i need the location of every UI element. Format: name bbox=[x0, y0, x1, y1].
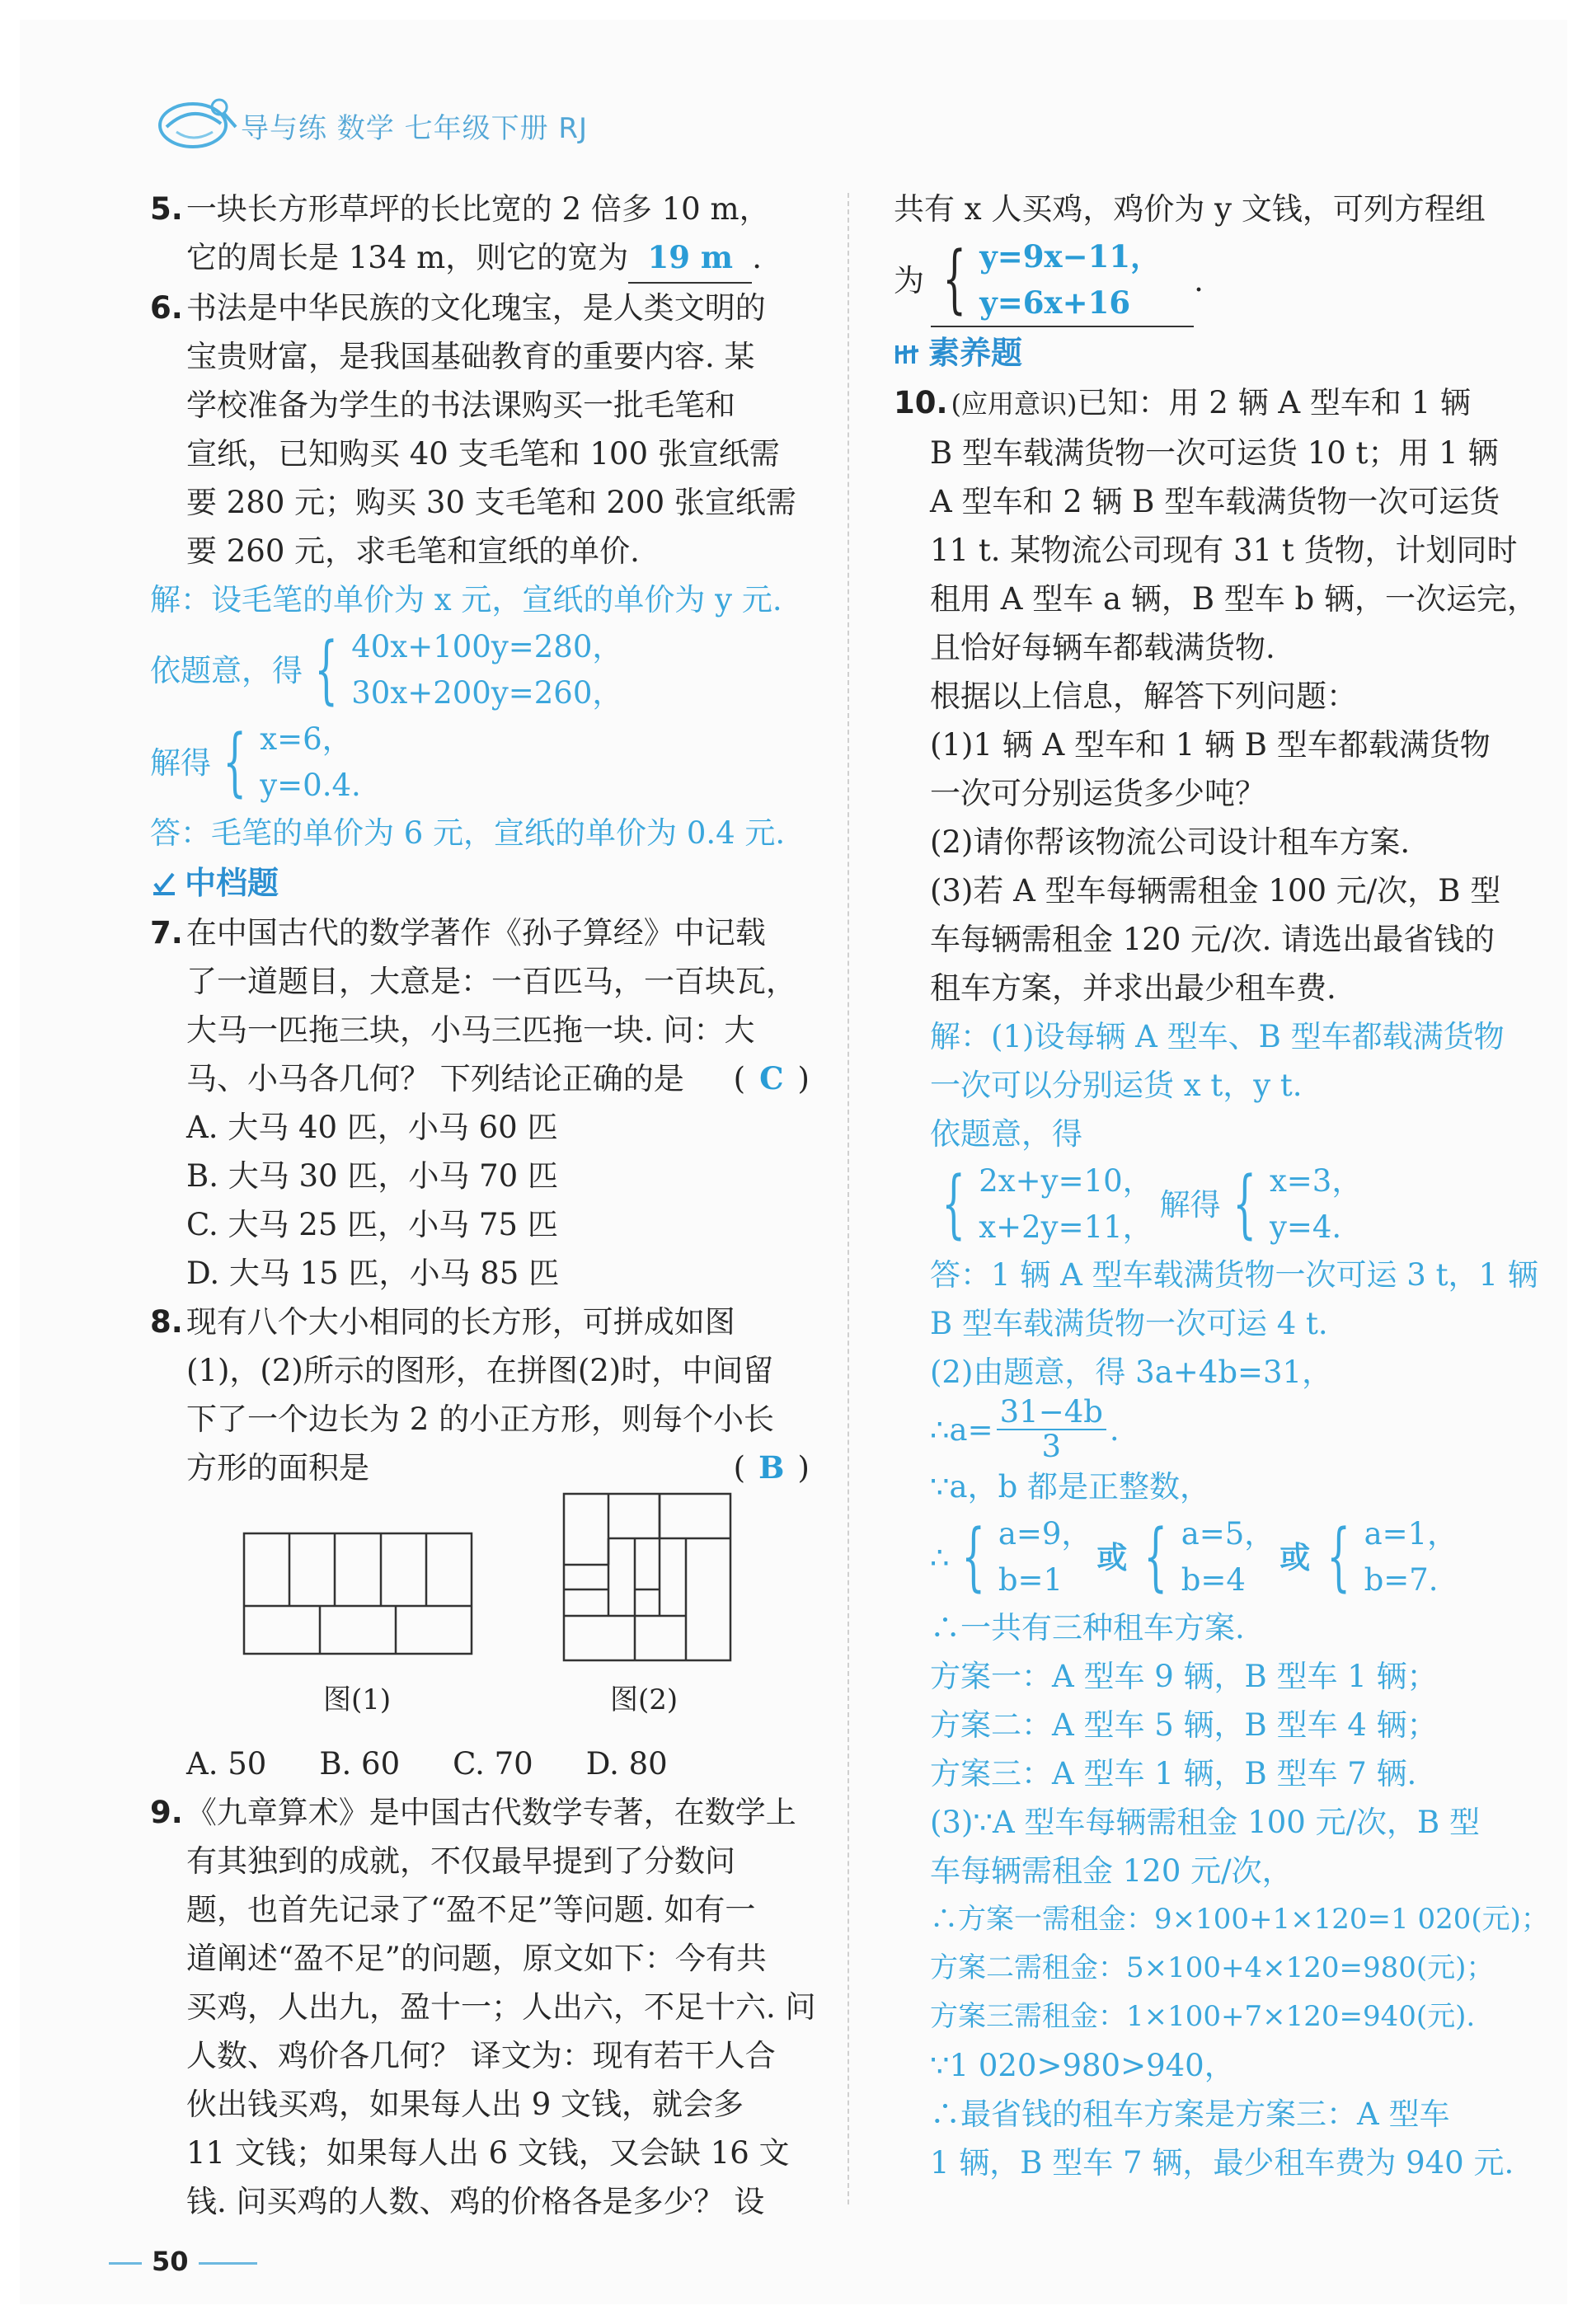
question-text: 在中国古代的数学著作《孙子算经》中记载 bbox=[185, 915, 766, 951]
question-number: 10. bbox=[894, 385, 948, 420]
solution-line: ∴最省钱的租车方案是方案三：A 型车 bbox=[930, 2096, 1450, 2132]
question-5 bbox=[150, 185, 810, 284]
question-text: 《九章算术》是中国古代数学专著，在数学上 bbox=[185, 1795, 796, 1830]
answer-choice: B bbox=[758, 1449, 785, 1486]
equation: b=7. bbox=[1364, 1562, 1439, 1598]
fraction-denominator: 3 bbox=[1041, 1429, 1062, 1464]
question-text: 道阐述“盈不足”的问题，原文如下：今有共 bbox=[186, 1941, 767, 1976]
question-text: 下了一个边长为 2 的小正方形，则每个小长 bbox=[186, 1401, 775, 1437]
question-text: 车每辆需租金 120 元/次. 请选出最省钱的 bbox=[930, 922, 1495, 957]
right-column bbox=[894, 185, 1549, 2187]
or-text: 或 bbox=[1279, 1538, 1311, 1575]
question-7 bbox=[150, 908, 810, 1298]
equation: x+2y=11， bbox=[979, 1209, 1153, 1245]
solution-line: ∴方案一需租金：9×100+1×120=1 020(元)； bbox=[930, 1903, 1549, 1936]
solution-fraction-line bbox=[930, 1394, 1520, 1464]
solution-line: ∵1 020>980>940， bbox=[930, 2048, 1235, 2083]
question-text: 钱. 问买鸡的人数、鸡的价格各是多少？ 设 bbox=[186, 2184, 765, 2219]
solution-line: 方案二：A 型车 5 辆，B 型车 4 辆； bbox=[930, 1707, 1438, 1743]
question-text: 要 280 元；购买 30 支毛笔和 200 张宣纸需 bbox=[186, 485, 796, 520]
brace: { bbox=[1143, 1514, 1168, 1600]
equation: 2x+y=10， bbox=[979, 1163, 1153, 1199]
equation: a=1， bbox=[1364, 1516, 1458, 1552]
answer-system bbox=[894, 233, 1520, 327]
solution-line: (2)由题意，得 3a+4b=31， bbox=[930, 1354, 1333, 1390]
question-text: 租用 A 型车 a 辆，B 型车 b 辆，一次运完， bbox=[930, 581, 1538, 617]
figure-1-diagram bbox=[242, 1532, 473, 1655]
question-text: (2)请你帮该物流公司设计租车方案. bbox=[930, 824, 1411, 860]
page bbox=[20, 20, 1567, 2304]
solution-line: ∵a，b 都是正整数， bbox=[930, 1469, 1211, 1505]
solution-system bbox=[930, 1158, 1520, 1251]
solution-line: 答：毛笔的单价为 6 元，宣纸的单价为 0.4 元. bbox=[150, 815, 786, 851]
question-text: 买鸡，人出九，盈十一；人出六，不足十六. 问 bbox=[186, 1989, 816, 2025]
brace: { bbox=[223, 719, 247, 805]
options-row bbox=[150, 1739, 810, 1788]
question-text: 马、小马各几何？ 下列结论正确的是 bbox=[186, 1061, 684, 1096]
question-text: 11 t. 某物流公司现有 31 t 货物，计划同时 bbox=[930, 533, 1518, 568]
solution-line: 1 辆，B 型车 7 辆，最少租车费为 940 元. bbox=[930, 2145, 1514, 2181]
question-text: 共有 x 人买鸡，鸡价为 y 文钱，可列方程组 bbox=[894, 191, 1486, 227]
figure-2-caption: 图(2) bbox=[610, 1683, 678, 1716]
question-text: 要 260 元，求毛笔和宣纸的单价. bbox=[186, 533, 640, 569]
question-text: 题，也首先记录了“盈不足”等问题. 如有一 bbox=[186, 1892, 756, 1927]
question-text: 一次可分别运货多少吨？ bbox=[930, 776, 1265, 811]
brace: { bbox=[941, 1161, 965, 1247]
solution-line: 解：设毛笔的单价为 x 元，宣纸的单价为 y 元. bbox=[150, 582, 782, 617]
equation: 30x+200y=260， bbox=[351, 675, 623, 711]
solution-cases bbox=[930, 1511, 1520, 1603]
option-a: A. 大马 40 匹，小马 60 匹 bbox=[186, 1110, 558, 1145]
equation: y=9x−11， bbox=[979, 238, 1162, 275]
option-c: C. 大马 25 匹，小马 75 匹 bbox=[186, 1207, 558, 1242]
question-text: 11 文钱；如果每人出 6 文钱，又会缺 16 文 bbox=[186, 2135, 790, 2171]
equation: y=0.4. bbox=[260, 768, 361, 803]
question-text: (3)若 A 型车每辆需租金 100 元/次，B 型 bbox=[930, 873, 1501, 908]
question-text: 伙出钱买鸡，如果每人出 9 文钱，就会多 bbox=[186, 2087, 744, 2122]
question-text: 宣纸，已知购买 40 支毛笔和 100 张宣纸需 bbox=[186, 436, 780, 472]
solution-line: 方案一：A 型车 9 辆，B 型车 1 辆； bbox=[930, 1659, 1438, 1694]
equation: a=9， bbox=[998, 1516, 1092, 1552]
question-text: 且恰好每辆车都载满货物. bbox=[930, 630, 1275, 665]
equation: a=5， bbox=[1181, 1516, 1275, 1552]
brace: { bbox=[942, 236, 966, 322]
left-column bbox=[150, 185, 816, 2226]
equation: y=4. bbox=[1269, 1209, 1342, 1245]
question-text: 一块长方形草坪的长比宽的 2 倍多 10 m， bbox=[185, 191, 770, 227]
option-d: D. 80 bbox=[585, 1746, 668, 1782]
solution-line: ∴一共有三种租车方案. bbox=[930, 1610, 1245, 1646]
question-text: 大马一匹拖三块，小马三匹拖一块. 问：大 bbox=[186, 1012, 755, 1048]
solution-label: 解得 bbox=[1159, 1186, 1221, 1223]
solution-line: 方案三：A 型车 1 辆，B 型车 7 辆. bbox=[930, 1756, 1417, 1791]
equation: x=6， bbox=[260, 721, 353, 757]
question-8 bbox=[150, 1298, 810, 1788]
option-b: B. 60 bbox=[319, 1746, 401, 1782]
answer-paren: ( C ) bbox=[734, 1054, 810, 1103]
solution-result bbox=[150, 716, 810, 809]
solution-text: ∴a= bbox=[930, 1411, 993, 1448]
question-text: 人数、鸡价各几何？ 译文为：现有若干人合 bbox=[186, 2038, 776, 2073]
question-text: 现有八个大小相同的长方形，可拼成如图 bbox=[185, 1304, 735, 1340]
question-text: 根据以上信息，解答下列问题： bbox=[930, 678, 1357, 714]
question-10 bbox=[894, 378, 1549, 2187]
punctuation: . bbox=[1194, 262, 1204, 298]
question-text: 宝贵财富，是我国基础教育的重要内容. 某 bbox=[186, 339, 755, 374]
fraction-numerator: 31−4b bbox=[997, 1396, 1106, 1430]
solution-line: (3)∵A 型车每辆需租金 100 元/次，B 型 bbox=[930, 1805, 1480, 1840]
solution-line: 方案二需租金：5×100+4×120=980(元)； bbox=[930, 1951, 1495, 1984]
question-text: 有其独到的成就，不仅最早提到了分数问 bbox=[186, 1843, 735, 1879]
question-text: 方形的面积是 bbox=[186, 1450, 369, 1486]
punctuation: . bbox=[752, 240, 762, 275]
solution-line: 车每辆需租金 120 元/次， bbox=[930, 1853, 1293, 1889]
page-number: 50 bbox=[142, 2246, 199, 2277]
figures bbox=[150, 1492, 810, 1739]
question-text: B 型车载满货物一次可运货 10 t；用 1 辆 bbox=[930, 435, 1499, 471]
question-number: 7. bbox=[150, 915, 183, 951]
equation: y=6x+16 bbox=[979, 284, 1131, 321]
equation: 40x+100y=280， bbox=[351, 629, 623, 664]
column-divider bbox=[847, 193, 849, 2204]
solution-text: ∴ bbox=[930, 1539, 950, 1575]
option-c: C. 70 bbox=[453, 1746, 533, 1782]
question-text: 它的周长是 134 m，则它的宽为 bbox=[186, 240, 629, 275]
question-number: 5. bbox=[150, 191, 183, 227]
punctuation: . bbox=[1109, 1411, 1120, 1448]
solution-label: 依题意，得 bbox=[150, 652, 303, 688]
question-text: 了一道题目，大意是：一百匹马，一百块瓦， bbox=[186, 964, 796, 999]
answer-blank: 19 m bbox=[628, 233, 752, 284]
solution-line: B 型车载满货物一次可运 4 t. bbox=[930, 1306, 1328, 1341]
figure-1-caption: 图(1) bbox=[323, 1683, 392, 1716]
section-heading-mid bbox=[150, 857, 810, 908]
section-title: 素养题 bbox=[928, 335, 1023, 371]
question-9 bbox=[150, 1788, 816, 2226]
brace: { bbox=[960, 1514, 985, 1600]
brace: { bbox=[314, 627, 338, 713]
page-footer bbox=[109, 2246, 199, 2277]
question-9-continued bbox=[894, 185, 1520, 327]
section-heading-literacy bbox=[894, 327, 1520, 378]
question-text: 已知：用 2 辆 A 型车和 1 辆 bbox=[1077, 385, 1471, 420]
question-number: 8. bbox=[150, 1304, 183, 1340]
question-text: 书法是中华民族的文化瑰宝，是人类文明的 bbox=[185, 290, 766, 326]
equation: x=3， bbox=[1269, 1163, 1363, 1199]
question-tag: (应用意识) bbox=[951, 388, 1078, 420]
pencil-check-icon bbox=[150, 869, 178, 897]
answer-paren: ( B ) bbox=[734, 1444, 810, 1492]
brace: { bbox=[1232, 1161, 1256, 1247]
solution-line: 一次可以分别运货 x t，y t. bbox=[930, 1068, 1303, 1103]
question-text: 租车方案，并求出最少租车费. bbox=[930, 970, 1336, 1006]
answer-choice: C bbox=[759, 1060, 784, 1096]
question-number: 6. bbox=[150, 290, 183, 326]
option-b: B. 大马 30 匹，小马 70 匹 bbox=[186, 1158, 558, 1194]
question-number: 9. bbox=[150, 1795, 183, 1830]
question-text: 学校准备为学生的书法课购买一批毛笔和 bbox=[186, 387, 735, 423]
solution-line: 依题意，得 bbox=[930, 1116, 1082, 1152]
question-text: (1)，(2)所示的图形，在拼图(2)时，中间留 bbox=[186, 1353, 774, 1388]
figure-2-diagram bbox=[562, 1492, 732, 1662]
question-6 bbox=[150, 284, 810, 857]
or-text: 或 bbox=[1096, 1538, 1128, 1575]
question-text: A 型车和 2 辆 B 型车载满货物一次可运货 bbox=[930, 484, 1500, 519]
header-title: 导与练 数学 七年级下册 RJ bbox=[241, 112, 589, 145]
equation: b=1 bbox=[998, 1562, 1063, 1598]
solution-label: 解得 bbox=[150, 744, 211, 781]
fraction bbox=[997, 1396, 1106, 1463]
section-title: 中档题 bbox=[185, 865, 279, 901]
equation: b=4 bbox=[1181, 1562, 1246, 1598]
solution-line: 解：(1)设每辆 A 型车、B 型车都载满货物 bbox=[930, 1019, 1505, 1054]
solution-system bbox=[150, 624, 810, 716]
book-logo-icon bbox=[152, 86, 242, 160]
question-text: 为 bbox=[894, 262, 924, 298]
bars-icon bbox=[894, 339, 922, 367]
option-d: D. 大马 15 匹，小马 85 匹 bbox=[186, 1256, 560, 1291]
solution bbox=[894, 1012, 1549, 2187]
option-a: A. 50 bbox=[186, 1746, 267, 1782]
question-text: (1)1 辆 A 型车和 1 辆 B 型车都载满货物 bbox=[930, 727, 1491, 763]
brace: { bbox=[1326, 1514, 1351, 1600]
solution-line: 答：1 辆 A 型车载满货物一次可运 3 t，1 辆 bbox=[930, 1257, 1538, 1293]
solution-line: 方案三需租金：1×100+7×120=940(元). bbox=[930, 2000, 1476, 2033]
